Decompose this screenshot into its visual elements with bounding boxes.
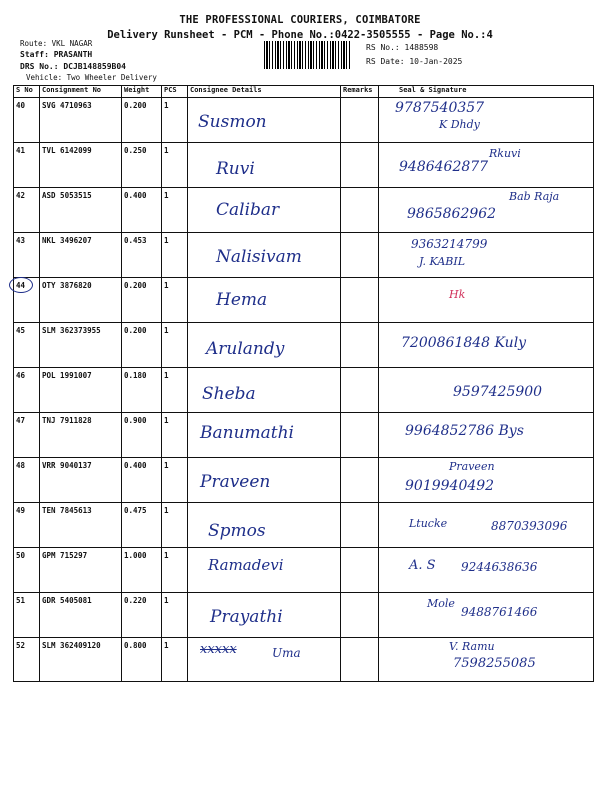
row-signature-cell [379,143,594,188]
row-signature-cell [379,503,594,548]
col-consignment: Consignment No [40,86,122,98]
row-weight: 0.200 [122,98,162,143]
col-consignee: Consignee Details [188,86,341,98]
runsheet-subtitle: Delivery Runsheet - PCM - Phone No.:0422-3505555 - Page No.:4 [107,29,493,41]
signature-phone: 9363214799 [411,237,488,251]
row-weight: 0.400 [122,458,162,503]
row-sno: 47 [14,413,40,458]
row-signature-cell [379,278,594,323]
table-row [14,188,594,233]
row-weight: 0.200 [122,278,162,323]
table-row [14,458,594,503]
row-consignee-cell [188,233,341,278]
row-remarks-cell [341,548,379,593]
row-sno: 46 [14,368,40,413]
row-sno: 42 [14,188,40,233]
row-consignee-cell [188,368,341,413]
row-remarks-cell [341,98,379,143]
row-pcs: 1 [162,503,188,548]
row-remarks-cell [341,413,379,458]
row-pcs: 1 [162,413,188,458]
table-row [14,143,594,188]
row-pcs: 1 [162,548,188,593]
row-consignment: NKL 3496207 [40,233,122,278]
row-consignment: SLM 362373955 [40,323,122,368]
table-row [14,233,594,278]
row-remarks-cell [341,503,379,548]
row-consignment: TVL 6142099 [40,143,122,188]
row-remarks-cell [341,278,379,323]
row-signature-cell [379,413,594,458]
row-weight: 0.200 [122,323,162,368]
signature-phone: 9019940492 [405,478,495,494]
row-weight: 1.000 [122,548,162,593]
row-consignee-cell [188,593,341,638]
row-weight: 0.400 [122,188,162,233]
row-consignment: TNJ 7911828 [40,413,122,458]
signature-mark: Praveen [449,460,495,473]
row-signature-cell [379,548,594,593]
table-row [14,593,594,638]
signature-mark: J. KABIL [419,255,465,268]
row-sno-cell [14,278,40,323]
row-remarks-cell [341,323,379,368]
row-pcs: 1 [162,233,188,278]
row-consignment: GDR 5405081 [40,593,122,638]
signature-mark: Hk [449,288,466,301]
table-row [14,548,594,593]
row-signature-cell [379,323,594,368]
consignee-handwriting: Calibar [216,200,280,220]
signature-mark: A. S [409,558,436,573]
row-sno: 45 [14,323,40,368]
row-remarks-cell [341,143,379,188]
runsheet-table [13,85,594,682]
signature-phone: 7598255085 [453,656,536,671]
signature-phone: 9486462877 [399,159,489,175]
row-sno: 50 [14,548,40,593]
row-remarks-cell [341,188,379,233]
row-sno: 51 [14,593,40,638]
signature-mark: K Dhdy [439,118,480,131]
consignee-handwriting: Uma [272,646,301,660]
struck-out-name: xxxxx [200,642,237,657]
row-consignee-cell [188,98,341,143]
table-row [14,503,594,548]
row-consignee-cell [188,143,341,188]
route-label: Route: VKL NAGAR [20,39,93,48]
consignee-handwriting: Nalisivam [216,247,302,267]
row-pcs: 1 [162,188,188,233]
col-pcs: PCS [162,86,188,98]
circle-mark [9,277,33,293]
signature-mark: V. Ramu [449,640,495,653]
row-signature-cell [379,368,594,413]
row-sno: 49 [14,503,40,548]
row-consignment: GPM 715297 [40,548,122,593]
consignee-handwriting: Hema [216,290,268,310]
signature-phone: 9244638636 [461,560,538,574]
table-row [14,98,594,143]
signature-phone: 9865862962 [407,206,497,222]
drs-number: DRS No.: DCJB148859B04 [20,62,126,71]
signature-mark: Mole [427,597,455,610]
col-sno: S No [14,86,40,98]
signature-phone: 9597425900 [453,384,543,400]
consignee-handwriting: Ruvi [216,159,255,179]
row-remarks-cell [341,458,379,503]
table-header-row [14,86,594,98]
row-signature-cell [379,233,594,278]
consignee-handwriting: Spmos [208,521,266,541]
signature-mark: Rkuvi [489,147,521,160]
consignee-handwriting: Banumathi [200,423,294,443]
row-consignment: OTY 3876820 [40,278,122,323]
row-pcs: 1 [162,143,188,188]
row-sno: 44 [16,281,26,290]
row-pcs: 1 [162,638,188,682]
row-pcs: 1 [162,593,188,638]
row-sno: 41 [14,143,40,188]
row-pcs: 1 [162,458,188,503]
row-consignee-cell [188,503,341,548]
consignee-handwriting: Arulandy [206,339,285,359]
row-weight: 0.453 [122,233,162,278]
row-consignee-cell [188,188,341,233]
row-signature-cell [379,638,594,682]
row-consignee-cell [188,413,341,458]
table-row [14,278,594,323]
row-weight: 0.220 [122,593,162,638]
row-remarks-cell [341,593,379,638]
row-consignment: POL 1991007 [40,368,122,413]
row-weight: 0.900 [122,413,162,458]
col-remarks: Remarks [341,86,379,98]
signature-phone: 9787540357 [395,100,485,116]
row-remarks-cell [341,368,379,413]
consignee-handwriting: Susmon [198,112,267,132]
signature-mark: Bab Raja [509,190,560,203]
row-sno: 43 [14,233,40,278]
row-remarks-cell [341,638,379,682]
row-signature-cell [379,188,594,233]
row-weight: 0.475 [122,503,162,548]
row-weight: 0.180 [122,368,162,413]
row-pcs: 1 [162,368,188,413]
table-row [14,323,594,368]
row-sno: 40 [14,98,40,143]
row-signature-cell [379,458,594,503]
row-consignment: TEN 7845613 [40,503,122,548]
row-consignment: SLM 362409120 [40,638,122,682]
row-weight: 0.250 [122,143,162,188]
company-title: THE PROFESSIONAL COURIERS, COIMBATORE [179,14,421,26]
signature-phone: 8870393096 [491,519,568,533]
consignee-handwriting: Sheba [202,384,256,404]
table-row [14,368,594,413]
row-signature-cell [379,593,594,638]
table-row [14,413,594,458]
row-consignment: SVG 4710963 [40,98,122,143]
row-sno: 52 [14,638,40,682]
row-consignee-cell [188,278,341,323]
rs-number: RS No.: 1488598 [366,43,439,52]
col-weight: Weight [122,86,162,98]
col-signature: Seal & Signature [379,86,594,98]
vehicle-label: Vehicle: Two Wheeler Delivery [26,73,157,82]
row-consignee-cell [188,458,341,503]
rs-date: RS Date: 10-Jan-2025 [366,57,463,66]
row-remarks-cell [341,233,379,278]
row-pcs: 1 [162,98,188,143]
signature-phone: 7200861848 Kuly [401,335,527,351]
row-weight: 0.800 [122,638,162,682]
consignee-handwriting: Ramadevi [208,556,284,574]
barcode-image [264,41,352,69]
row-consignment: ASD 5053515 [40,188,122,233]
row-consignment: VRR 9040137 [40,458,122,503]
row-pcs: 1 [162,278,188,323]
row-sno: 48 [14,458,40,503]
signature-mark: Ltucke [409,517,448,530]
row-pcs: 1 [162,323,188,368]
row-consignee-cell [188,548,341,593]
table-row [14,638,594,682]
staff-label: Staff: PRASANTH [20,50,93,59]
row-consignee-cell [188,638,341,682]
consignee-handwriting: Praveen [200,472,271,492]
row-consignee-cell [188,323,341,368]
row-signature-cell [379,98,594,143]
signature-phone: 9964852786 Bys [405,423,524,439]
consignee-handwriting: Prayathi [210,607,283,627]
signature-phone: 9488761466 [461,605,538,619]
